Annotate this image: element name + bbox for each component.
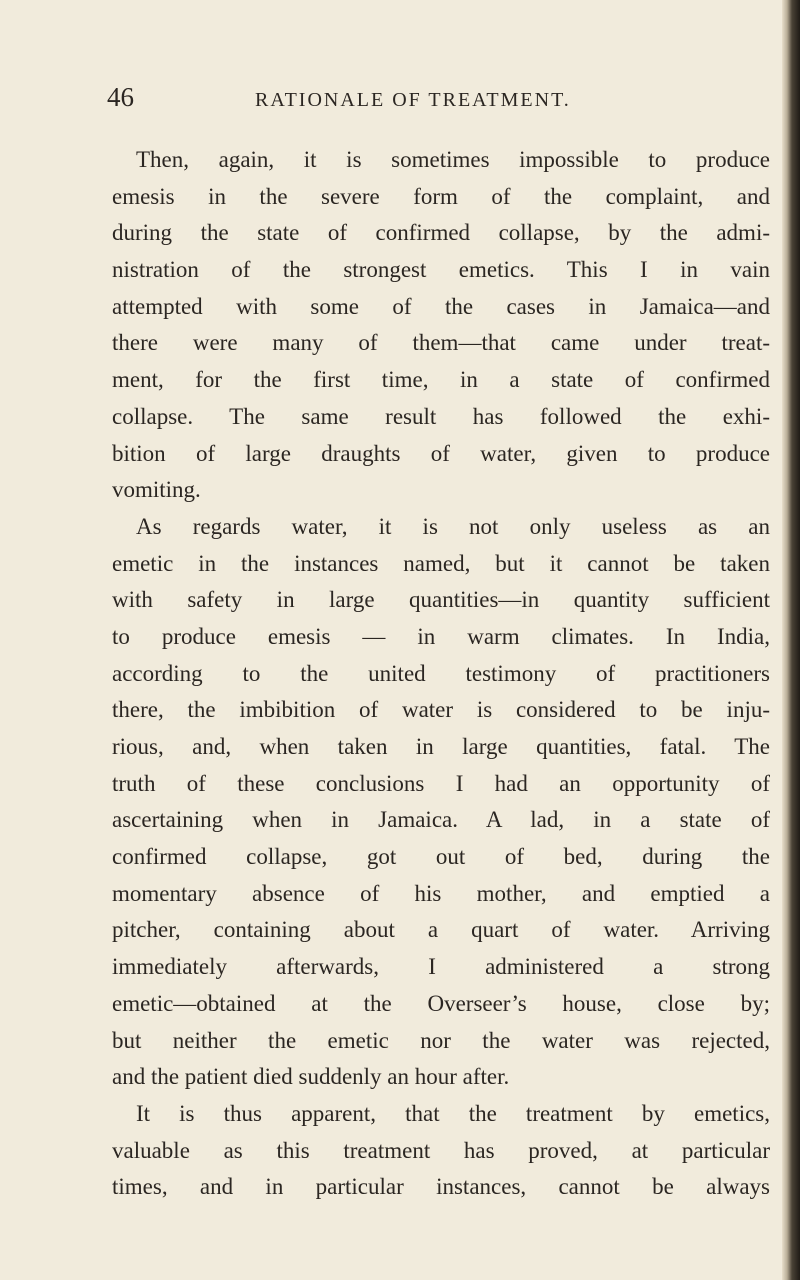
- text-line: there, the imbibition of water is considered to be inju-: [112, 697, 770, 723]
- text-line: attempted with some of the cases in Jamaica—and: [112, 293, 770, 319]
- text-line: emetic—obtained at the Overseer’s house, close by;: [112, 990, 770, 1016]
- text-line: vomiting.: [112, 477, 201, 503]
- text-line: there were many of them—that came under treat-: [112, 330, 770, 356]
- text-line: ascertaining when in Jamaica. A lad, in a state of: [112, 807, 770, 833]
- text-line: rious, and, when taken in large quantities, fatal. The: [112, 734, 770, 759]
- text-line: emetic in the instances named, but it cannot be taken: [112, 550, 770, 576]
- text-line: during the state of confirmed collapse, by the admi-: [112, 220, 770, 246]
- text-line: times, and in particular instances, cannot be always: [112, 1174, 770, 1200]
- text-line: ment, for the first time, in a state of confirmed: [112, 367, 770, 393]
- text-line: momentary absence of his mother, and emptied a: [112, 880, 770, 906]
- text-line: immediately afterwards, I administered a strong: [112, 954, 770, 980]
- text-line: with safety in large quantities—in quantity sufficient: [112, 587, 770, 613]
- text-line: to produce emesis — in warm climates. In India,: [112, 623, 770, 649]
- text-line: and the patient died suddenly an hour after.: [112, 1064, 510, 1090]
- text-line: bition of large draughts of water, given to produce: [112, 440, 770, 466]
- text-line: nistration of the strongest emetics. This I in vain: [112, 257, 770, 283]
- text-line: Then, again, it is sometimes impossible to produce: [136, 147, 770, 172]
- page-number: 46: [107, 82, 134, 112]
- text-line: according to the united testimony of practitioners: [112, 660, 770, 686]
- text-line: confirmed collapse, got out of bed, during the: [112, 844, 770, 870]
- text-line: valuable as this treatment has proved, at particular: [112, 1137, 770, 1163]
- text-line: collapse. The same result has followed the exhi-: [112, 403, 770, 429]
- text-line: As regards water, it is not only useless as an: [136, 513, 770, 539]
- text-line: but neither the emetic nor the water was rejected,: [112, 1027, 770, 1053]
- running-title: RATIONALE OF TREATMENT.: [255, 89, 571, 111]
- text-line: emesis in the severe form of the complaint, and: [112, 183, 770, 209]
- body-text: [112, 142, 770, 1206]
- text-line: truth of these conclusions I had an opportunity of: [112, 770, 770, 796]
- page-header: [107, 82, 767, 126]
- text-line: pitcher, containing about a quart of water. Arriving: [112, 917, 770, 943]
- text-line: It is thus apparent, that the treatment by emetics,: [136, 1100, 770, 1126]
- book-spine-edge: [782, 0, 800, 1280]
